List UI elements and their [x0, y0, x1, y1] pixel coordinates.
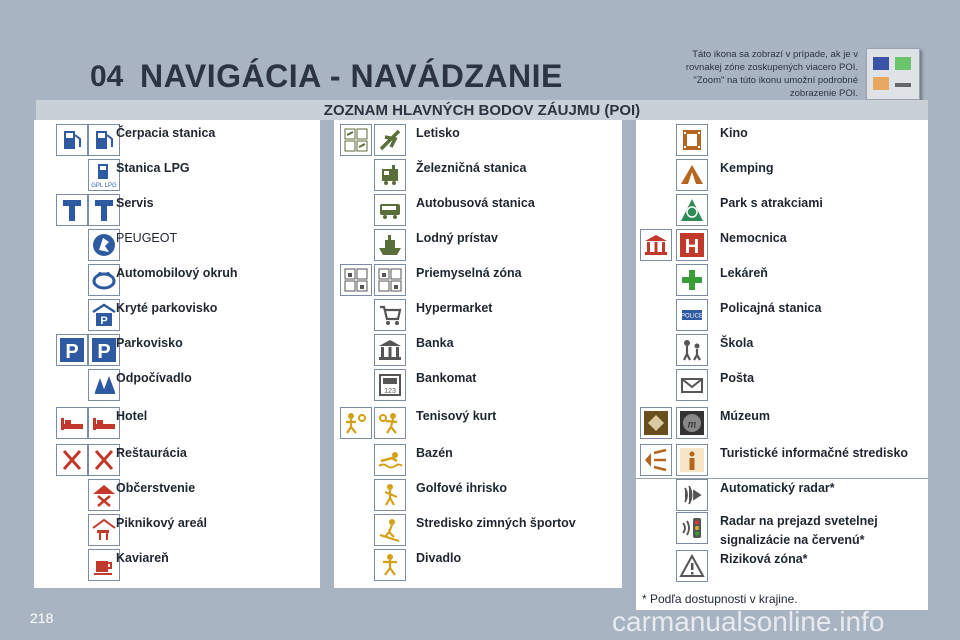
poi-label: Lodný prístav [416, 231, 498, 245]
svg-text:P: P [65, 341, 79, 363]
poi-label: Hypermarket [416, 301, 493, 315]
poi-row [334, 157, 622, 193]
poi-label: Piknikový areál [116, 516, 208, 530]
svg-text:P: P [100, 315, 108, 327]
poi-row [34, 547, 322, 583]
poi-label: Automobilový okruh [116, 266, 238, 280]
poi-row [636, 262, 928, 298]
poi-row [334, 512, 622, 548]
poi-column-1 [34, 120, 320, 588]
poi-row [34, 367, 322, 403]
poi-label: Odpočívadlo [116, 371, 192, 385]
danger-zone-icon [676, 550, 708, 582]
poi-row [34, 332, 322, 368]
poi-label: Kino [720, 126, 748, 140]
poi-label: Škola [720, 336, 754, 350]
poi-label: Riziková zóna* [720, 552, 808, 566]
poi-row [636, 510, 928, 546]
bank-icon [374, 334, 406, 366]
museum-m-icon [676, 407, 708, 439]
poi-label: Autobusová stanica [416, 196, 535, 210]
poi-row [34, 157, 322, 193]
poi-label: Golfové ihrisko [416, 481, 507, 495]
poi-label: Policajná stanica [720, 301, 822, 315]
poi-label: Železničná stanica [416, 161, 527, 175]
poi-label: Servis [116, 196, 154, 210]
poi-row [636, 477, 928, 513]
poi-row [636, 367, 928, 403]
poi-label: Stanica LPG [116, 161, 190, 175]
page-title: NAVIGÁCIA - NAVÁDZANIE [140, 58, 563, 94]
section-banner: ZOZNAM HLAVNÝCH BODOV ZÁUJMU (POI) [36, 100, 928, 120]
poi-row [334, 262, 622, 298]
film-icon [676, 124, 708, 156]
fuel-pump-icon [56, 124, 88, 156]
poi-row [334, 367, 622, 403]
speed-radar-icon [676, 479, 708, 511]
poi-row [34, 477, 322, 513]
poi-label: Turistické informačné stredisko [720, 446, 909, 460]
poi-column-2 [334, 120, 622, 588]
wrench-icon [56, 194, 88, 226]
svg-text:H: H [684, 236, 700, 258]
poi-label: Nemocnica [720, 231, 787, 245]
svg-text:m: m [687, 416, 697, 431]
poi-row [334, 547, 622, 583]
poi-row [334, 405, 622, 441]
poi-label: Park s atrakciami [720, 196, 823, 210]
golfer-icon [374, 479, 406, 511]
tennis-icon [374, 407, 406, 439]
poi-label: Banka [416, 336, 454, 350]
poi-row [34, 405, 322, 441]
poi-row [636, 227, 928, 263]
poi-label: Kryté parkovisko [116, 301, 218, 315]
poi-row [34, 297, 322, 333]
poi-row [636, 122, 928, 158]
poi-note: Táto ikona sa zobrazí v prípade, ak je v rovnakej zóne zoskupených viacero POI. "Zoom" na túto ikonu umožní podrobné zobrazenie POI. [685, 49, 858, 99]
poi-row [334, 332, 622, 368]
poi-row [34, 512, 322, 548]
poi-row [334, 297, 622, 333]
poi-row [334, 192, 622, 228]
poi-row [636, 192, 928, 228]
industry-grid-icon [374, 264, 406, 296]
chapter-number: 04 [90, 60, 124, 93]
poi-label: Automatický radar* [720, 481, 835, 495]
poi-row [334, 227, 622, 263]
poi-row [334, 442, 622, 478]
poi-row [636, 442, 928, 478]
poi-row [636, 548, 928, 584]
poi-row [34, 227, 322, 263]
poi-row [636, 405, 928, 441]
ship-icon [374, 229, 406, 261]
envelope-icon [676, 369, 708, 401]
poi-label: Čerpacia stanica [116, 126, 216, 140]
poi-label: Lekáreň [720, 266, 768, 280]
airplane-icon [374, 124, 406, 156]
info-icon [676, 444, 708, 476]
poi-label: Tenisový kurt [416, 409, 497, 423]
parking-icon [56, 334, 88, 366]
svg-text:P: P [97, 341, 111, 363]
poi-label: Kaviareň [116, 551, 169, 565]
poi-label: Hotel [116, 409, 148, 423]
poi-label: Priemyselná zóna [416, 266, 522, 280]
train-icon [374, 159, 406, 191]
tent-icon [676, 159, 708, 191]
poi-label-line: signalizácie na červenú* [720, 533, 865, 547]
bed-icon [56, 407, 88, 439]
hospital-building-icon [640, 229, 672, 261]
poi-row [334, 122, 622, 158]
poi-column-3 [636, 120, 928, 588]
poi-row [636, 297, 928, 333]
poi-label: Divadlo [416, 551, 462, 565]
police-icon [676, 299, 708, 331]
poi-row [34, 262, 322, 298]
poi-row [34, 192, 322, 228]
poi-label: Reštaurácia [116, 446, 187, 460]
svg-text:POLICE: POLICE [680, 313, 704, 320]
tourist-info-icon [640, 444, 672, 476]
shopping-cart-icon [374, 299, 406, 331]
poi-row [334, 477, 622, 513]
museum-icon [640, 407, 672, 439]
fork-knife-icon [56, 444, 88, 476]
atm-icon [374, 369, 406, 401]
poi-label: Občerstvenie [116, 481, 196, 495]
skier-icon [374, 514, 406, 546]
poi-row [34, 442, 322, 478]
poi-label: Bazén [416, 446, 453, 460]
poi-row [636, 332, 928, 368]
radar-section-divider [636, 478, 928, 479]
svg-text:GPL LPG: GPL LPG [91, 183, 117, 188]
watermark: carmanualsonline.info [612, 606, 885, 637]
multiple-poi-zoom-icon [866, 48, 920, 100]
poi-label: Parkovisko [116, 336, 183, 350]
swimmer-icon [374, 444, 406, 476]
red-light-radar-icon [676, 512, 708, 544]
hospital-h-icon [676, 229, 708, 261]
bus-icon [374, 194, 406, 226]
poi-label [720, 514, 878, 548]
poi-label: PEUGEOT [116, 231, 178, 245]
airport-grid-icon [340, 124, 372, 156]
pharmacy-cross-icon [676, 264, 708, 296]
theatre-icon [374, 549, 406, 581]
poi-label: Pošta [720, 371, 755, 385]
poi-label: Bankomat [416, 371, 477, 385]
page-number: 218 [30, 610, 54, 626]
poi-label: Stredisko zimných športov [416, 516, 576, 530]
sports-icon [340, 407, 372, 439]
school-icon [676, 334, 708, 366]
poi-label-line: Radar na prejazd svetelnej [720, 514, 878, 528]
poi-label: Letisko [416, 126, 460, 140]
amusement-park-icon [676, 194, 708, 226]
poi-row [34, 122, 322, 158]
poi-label: Kemping [720, 161, 774, 175]
svg-text:123: 123 [384, 388, 396, 395]
poi-row [636, 157, 928, 193]
poi-label: Múzeum [720, 409, 770, 423]
industry-grid-icon [340, 264, 372, 296]
footnote: * Podľa dostupnosti v krajine. [636, 588, 928, 610]
